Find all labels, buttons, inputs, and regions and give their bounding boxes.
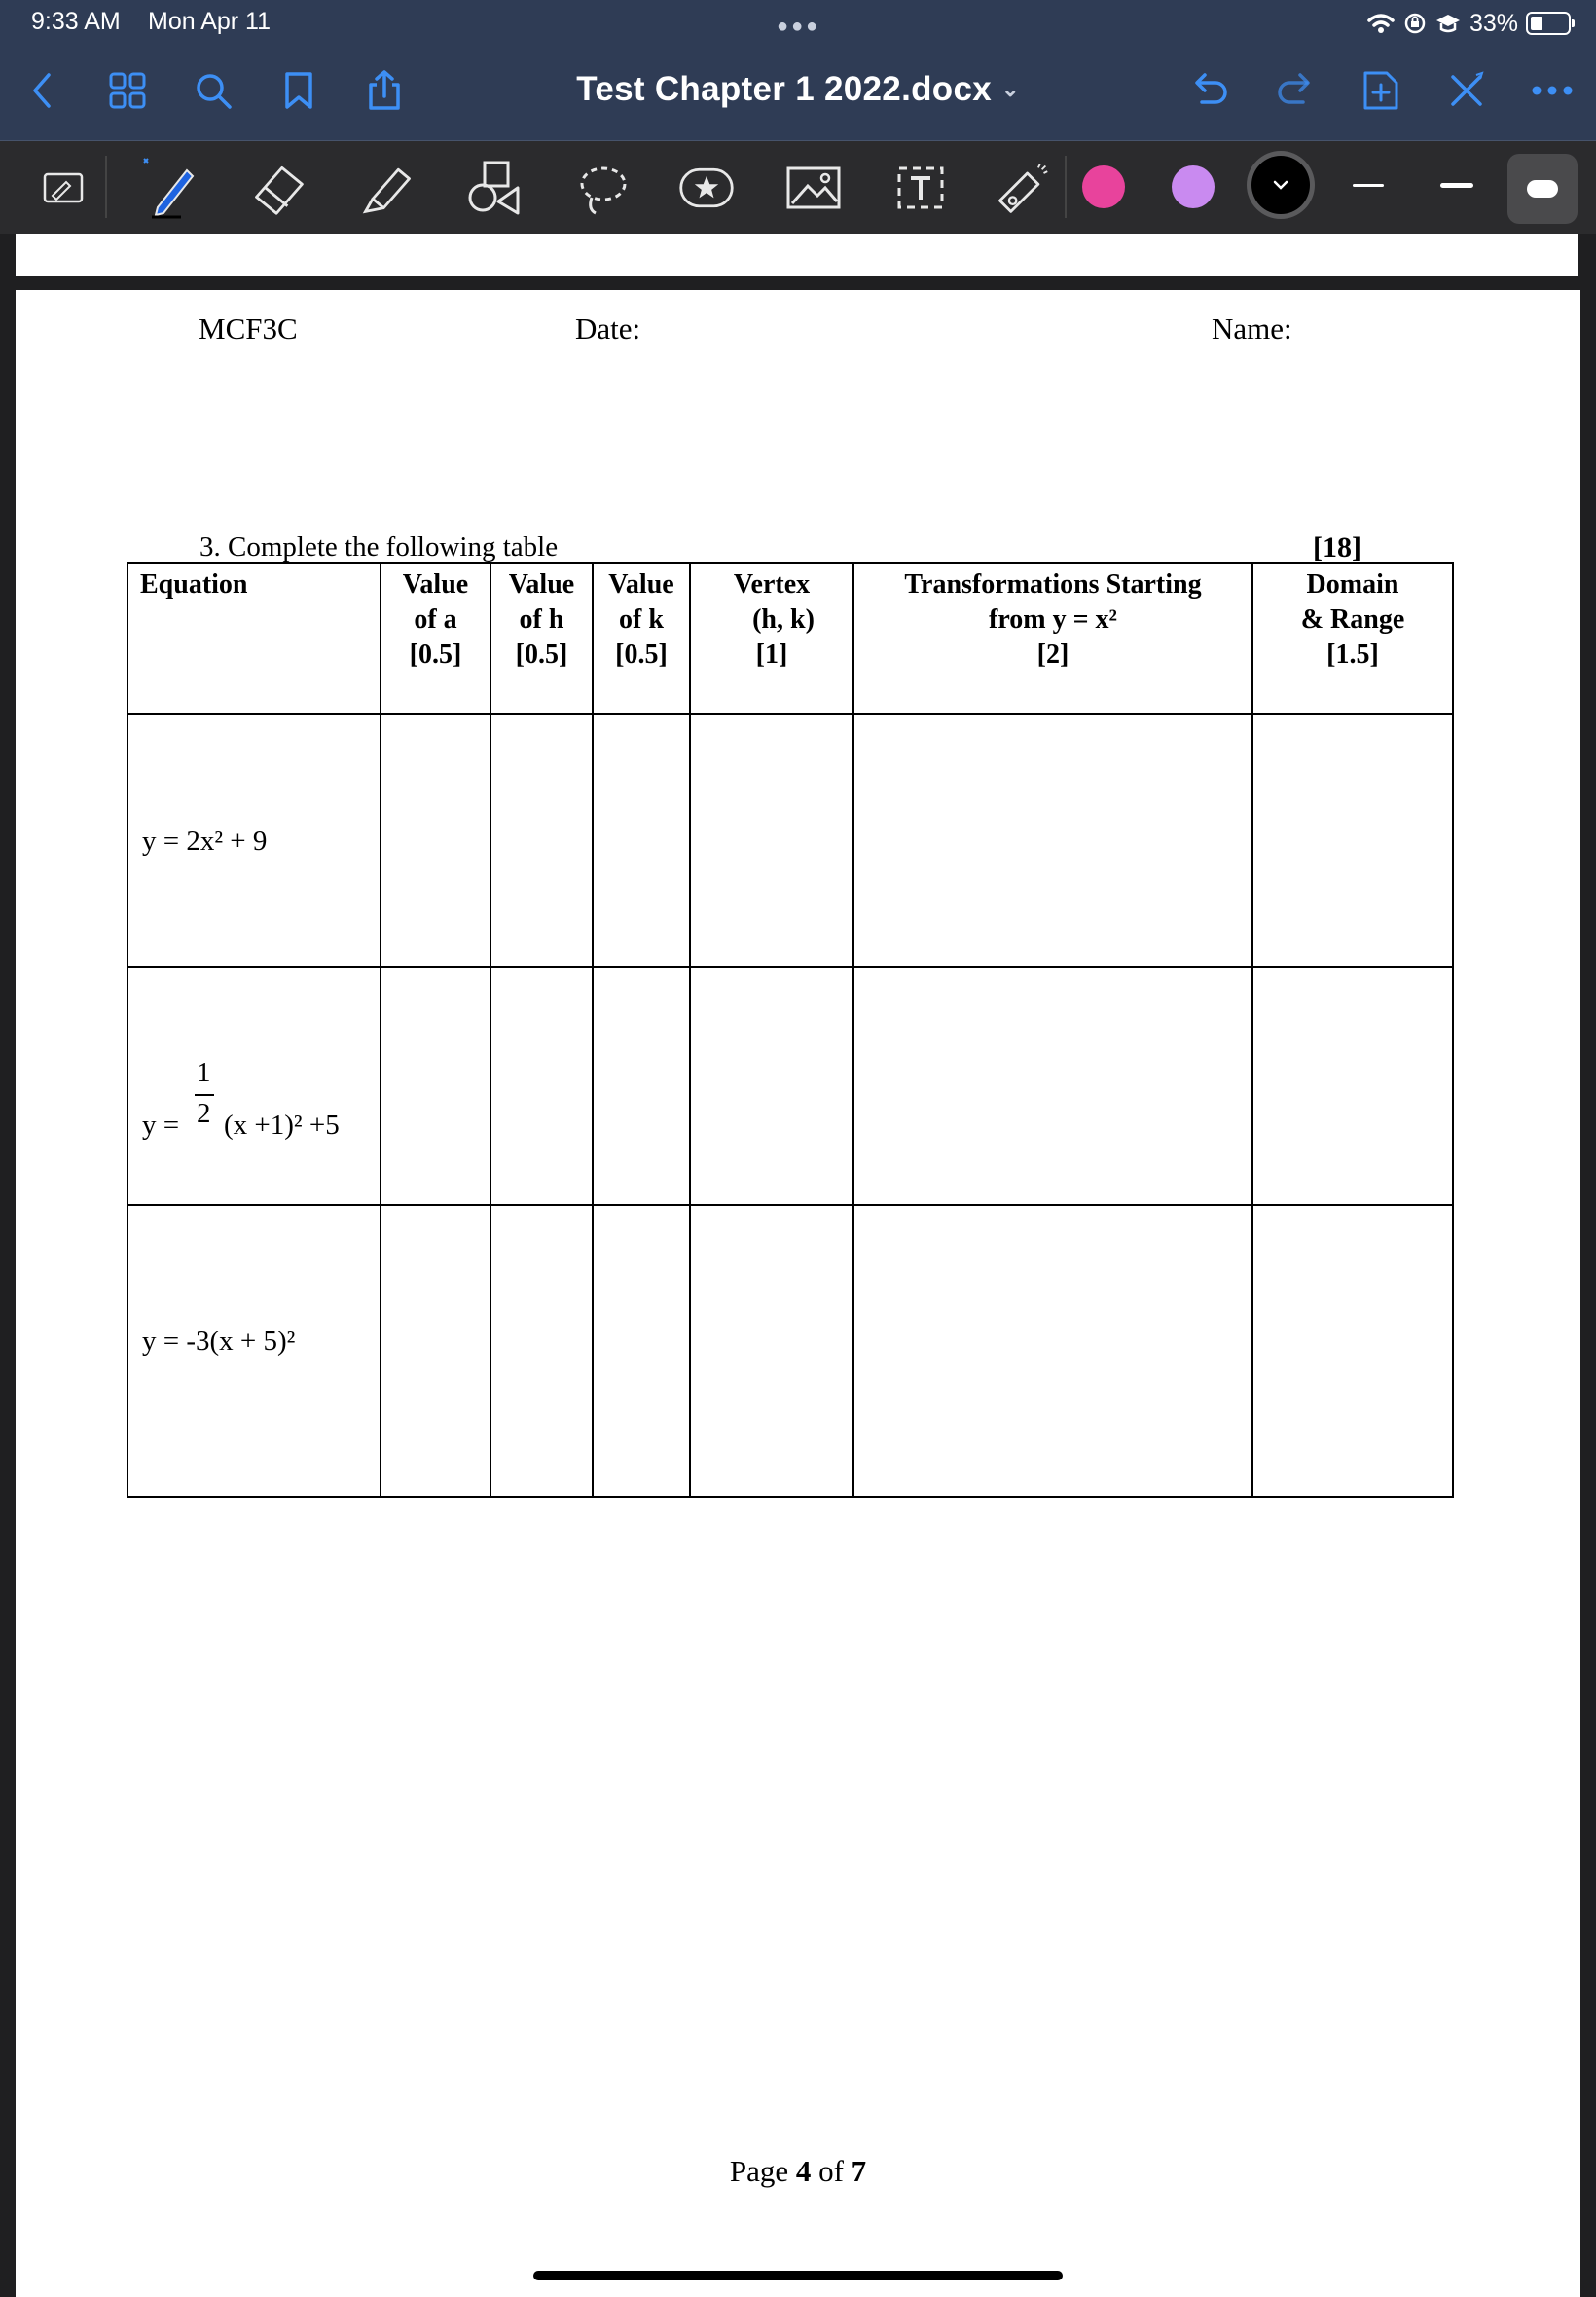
answer-cell[interactable] bbox=[1252, 714, 1453, 967]
lasso-tool-icon[interactable] bbox=[574, 159, 633, 217]
answer-cell[interactable] bbox=[381, 714, 490, 967]
answer-cell[interactable] bbox=[593, 967, 690, 1205]
stroke-medium-option[interactable] bbox=[1440, 183, 1473, 188]
answer-cell[interactable] bbox=[853, 714, 1252, 967]
more-options-icon[interactable] bbox=[1530, 68, 1575, 113]
answer-cell[interactable] bbox=[490, 967, 593, 1205]
color-swatch-lavender[interactable] bbox=[1172, 165, 1215, 208]
close-icon[interactable] bbox=[1444, 68, 1489, 113]
stroke-thin-option[interactable] bbox=[1353, 184, 1384, 187]
image-tool-icon[interactable] bbox=[784, 159, 843, 217]
date-label: Date: bbox=[575, 311, 641, 346]
question-label: 3. Complete the following table bbox=[200, 531, 559, 563]
eraser-tool-icon[interactable] bbox=[249, 159, 308, 217]
header-equation: Equation bbox=[127, 563, 381, 714]
battery-fill bbox=[1531, 17, 1542, 30]
table-header-row bbox=[127, 563, 1453, 714]
multitasking-dots-icon[interactable]: ●●● bbox=[777, 16, 821, 37]
elements-sticker-icon[interactable] bbox=[677, 159, 736, 217]
battery-percent: 33% bbox=[1469, 9, 1518, 37]
title-bar bbox=[0, 47, 1596, 141]
answer-cell[interactable] bbox=[490, 1205, 593, 1497]
wifi-icon bbox=[1366, 12, 1396, 35]
answer-cell[interactable] bbox=[381, 1205, 490, 1497]
answer-cell[interactable] bbox=[853, 1205, 1252, 1497]
answer-cell[interactable] bbox=[1252, 1205, 1453, 1497]
question-marks: [18] bbox=[1313, 531, 1361, 564]
fraction-denominator: 2 bbox=[197, 1098, 211, 1129]
answer-table bbox=[127, 562, 1454, 1498]
answer-cell[interactable] bbox=[593, 714, 690, 967]
header-value-k: Value of k [0.5] bbox=[593, 563, 690, 714]
equation-text: y = -3(x + 5)² bbox=[142, 1325, 296, 1357]
school-cap-icon bbox=[1434, 12, 1462, 35]
table-row bbox=[127, 1205, 1453, 1497]
current-page: 4 bbox=[795, 2154, 812, 2188]
color-swatch-pink[interactable] bbox=[1082, 165, 1125, 208]
undo-icon[interactable] bbox=[1187, 68, 1232, 113]
highlighter-tool-icon[interactable] bbox=[358, 159, 417, 217]
stroke-thick-option-selected[interactable] bbox=[1507, 154, 1578, 224]
fraction-bar bbox=[195, 1094, 214, 1096]
shapes-tool-icon[interactable] bbox=[465, 159, 524, 217]
page-number-footer: Page 4 of 7 bbox=[729, 2154, 867, 2188]
toolbar-divider bbox=[1065, 156, 1067, 218]
status-indicators bbox=[1366, 8, 1571, 39]
name-label: Name: bbox=[1212, 311, 1292, 346]
orientation-lock-icon bbox=[1403, 12, 1427, 35]
chevron-down-icon bbox=[1271, 179, 1290, 191]
answer-cell[interactable] bbox=[690, 1205, 853, 1497]
fraction-numerator: 1 bbox=[197, 1057, 211, 1088]
table-row bbox=[127, 714, 1453, 967]
header-transformations: Transformations Starting from y = x² [2] bbox=[853, 563, 1252, 714]
add-page-icon[interactable] bbox=[1359, 68, 1403, 113]
answer-cell[interactable] bbox=[593, 1205, 690, 1497]
equation-text: y = 2x² + 9 bbox=[142, 824, 268, 857]
course-code: MCF3C bbox=[199, 311, 298, 346]
answer-cell[interactable] bbox=[853, 967, 1252, 1205]
total-pages: 7 bbox=[851, 2154, 867, 2188]
equation-cell bbox=[127, 1205, 381, 1497]
laser-pointer-icon[interactable] bbox=[993, 159, 1051, 217]
battery-icon bbox=[1526, 12, 1571, 35]
pen-tool-icon[interactable] bbox=[142, 159, 200, 217]
text-box-tool-icon[interactable] bbox=[891, 159, 950, 217]
toolbar-divider bbox=[105, 156, 107, 218]
fraction-equation bbox=[128, 1028, 380, 1145]
equation-cell bbox=[127, 967, 381, 1205]
status-date: Mon Apr 11 bbox=[148, 8, 272, 35]
equation-cell bbox=[127, 714, 381, 967]
chevron-down-icon: ⌄ bbox=[1001, 77, 1020, 101]
header-vertex: Vertex (h, k) [1] bbox=[690, 563, 853, 714]
equation-suffix: (x +1)² +5 bbox=[224, 1110, 340, 1141]
answer-cell[interactable] bbox=[490, 714, 593, 967]
answer-cell[interactable] bbox=[690, 967, 853, 1205]
header-value-h: Value of h [0.5] bbox=[490, 563, 593, 714]
color-swatch-black-selected[interactable] bbox=[1251, 156, 1310, 214]
redo-icon[interactable] bbox=[1273, 68, 1318, 113]
home-indicator[interactable] bbox=[533, 2271, 1063, 2280]
answer-cell[interactable] bbox=[381, 967, 490, 1205]
header-value-a: Value of a [0.5] bbox=[381, 563, 490, 714]
status-bar bbox=[0, 0, 1596, 47]
read-only-toggle-icon[interactable] bbox=[35, 159, 93, 217]
header-domain-range: Domain & Range [1.5] bbox=[1252, 563, 1453, 714]
stroke-thick-indicator bbox=[1527, 180, 1558, 198]
table-row bbox=[127, 967, 1453, 1205]
equation-prefix: y = bbox=[142, 1110, 180, 1141]
answer-cell[interactable] bbox=[1252, 967, 1453, 1205]
document-title-button[interactable] bbox=[0, 70, 1596, 109]
previous-page-bottom bbox=[16, 234, 1578, 276]
document-title: Test Chapter 1 2022.docx bbox=[576, 70, 992, 108]
answer-cell[interactable] bbox=[690, 714, 853, 967]
status-time: 9:33 AM bbox=[31, 8, 121, 35]
tools-bar bbox=[0, 141, 1596, 234]
